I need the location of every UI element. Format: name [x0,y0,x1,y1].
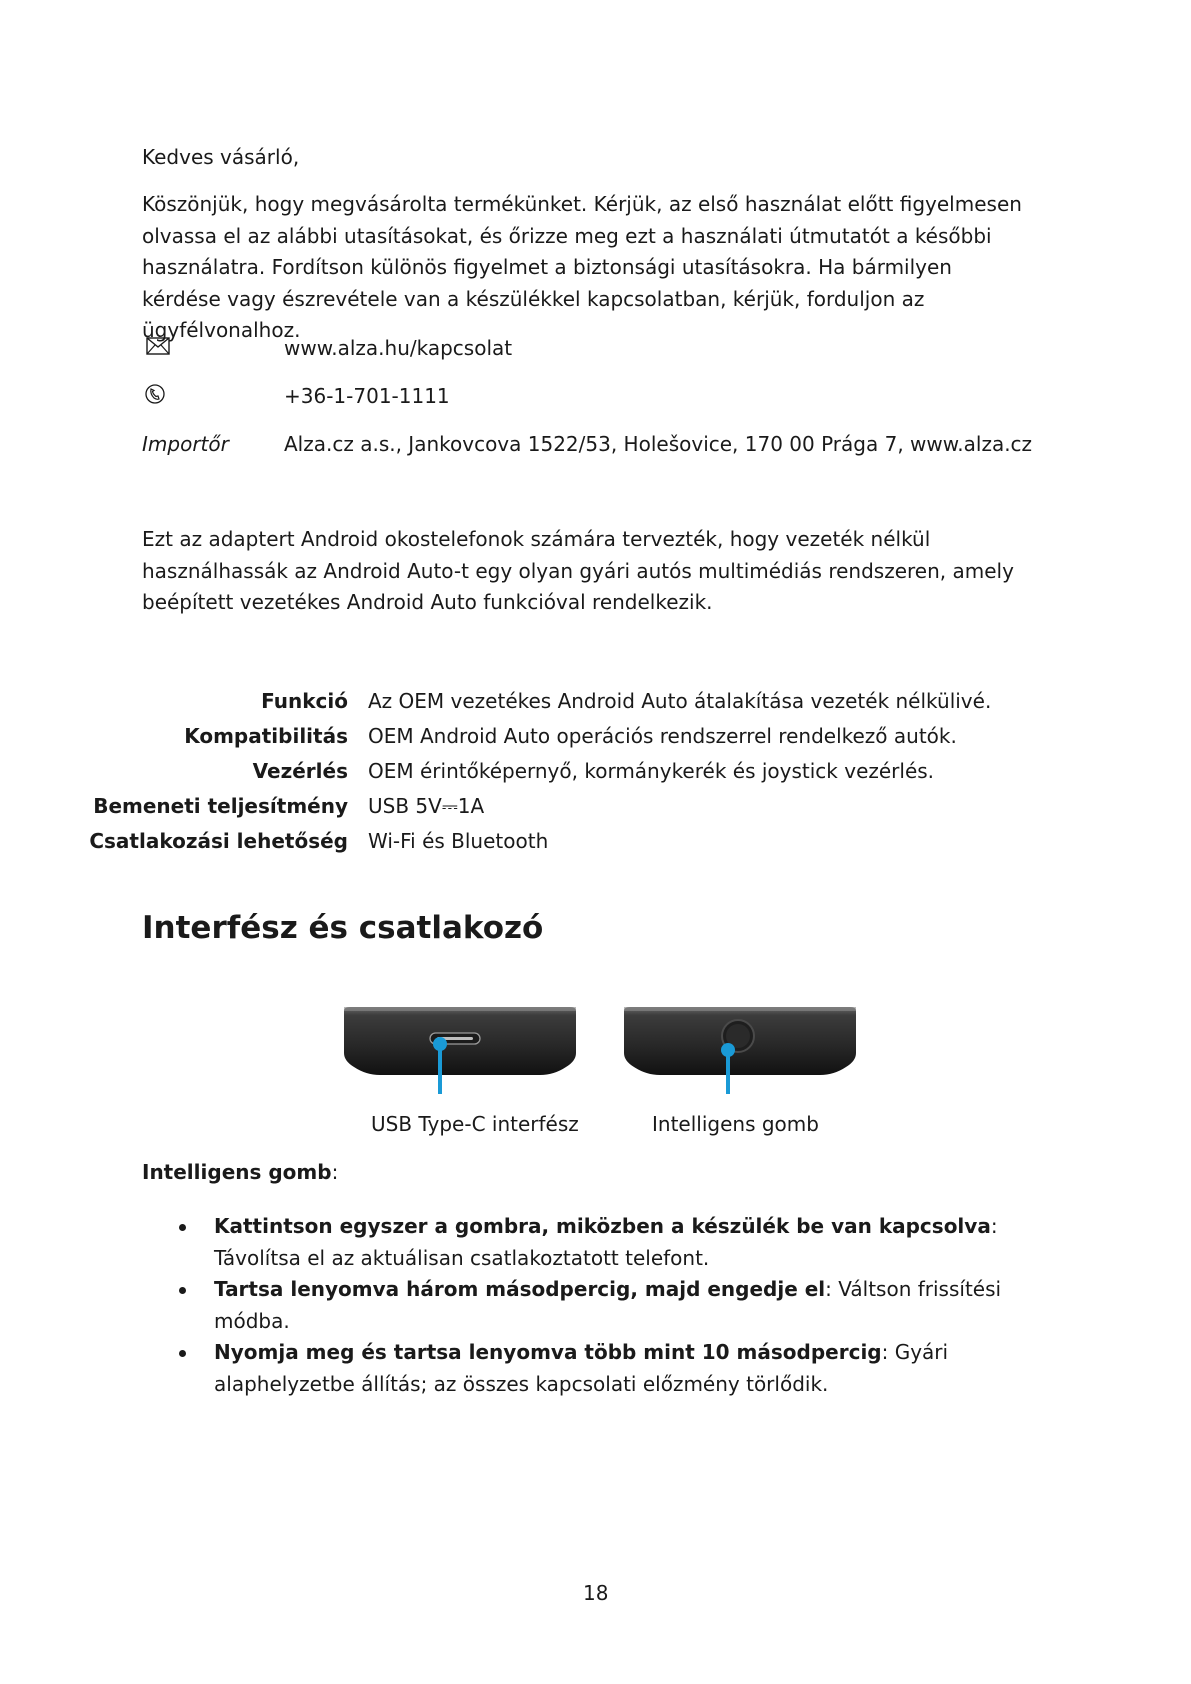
contact-email[interactable]: www.alza.hu/kapcsolat [284,336,513,360]
list-item-bold: Kattintson egyszer a gombra, miközben a készülék be van kapcsolva [214,1214,991,1238]
page-number: 18 [583,1581,609,1605]
section-title: Interfész és csatlakozó [142,910,544,946]
smart-button-heading [142,1157,338,1188]
envelope-icon [146,337,170,359]
spec-label: Csatlakozási lehetőség [89,829,348,853]
list-item [142,1274,1042,1337]
spec-row [0,789,1191,824]
greeting: Kedves vásárló, [142,145,300,169]
smart-button-device-illustration [620,1005,860,1099]
spec-label: Funkció [261,689,348,713]
smart-button-heading-colon: : [331,1160,339,1184]
bullet-icon [179,1350,186,1357]
spec-label: Bemeneti teljesítmény [93,794,348,818]
bullet-icon [179,1224,186,1231]
list-item [142,1337,1042,1400]
smart-button-heading-text: Intelligens gomb [142,1160,332,1184]
list-item-bold: Nyomja meg és tartsa lenyomva több mint 10 másodpercig [214,1340,882,1364]
list-item-bold: Tartsa lenyomva három másodpercig, majd engedje el [214,1277,826,1301]
usb-c-device-illustration [340,1005,580,1099]
importer-label: Importőr [142,432,229,456]
spec-value: Az OEM vezetékes Android Auto átalakítása vezeték nélkülivé. [368,689,992,713]
spec-value: USB 5V⎓1A [368,794,485,818]
spec-row [0,684,1191,719]
spec-value: OEM érintőképernyő, kormánykerék és joystick vezérlés. [368,759,935,783]
spec-value: OEM Android Auto operációs rendszerrel rendelkező autók. [368,724,957,748]
usb-c-caption: USB Type-C interfész [371,1112,579,1136]
description-paragraph: Ezt az adaptert Android okostelefonok számára tervezték, hogy vezeték nélkül használhassák az Android Auto-t egy olyan gyári autós multimédiás rendszeren, amely beépített vezetékes Android Auto funkcióval rendelkezik. [142,527,1014,614]
list-item-text: : Váltson frissítési módba. [214,1277,1002,1333]
phone-icon [144,383,166,409]
spec-value: Wi-Fi és Bluetooth [368,829,549,853]
spec-label: Vezérlés [252,759,348,783]
list-item-text: : Gyári alaphelyzetbe állítás; az összes kapcsolati előzmény törlődik. [214,1340,949,1396]
intro-paragraph: Köszönjük, hogy megvásárolta termékünket. Kérjük, az első használat előtt figyelmesen olvassa el az alábbi utasításokat, és őrizze meg ezt a használati útmutatót a későbbi használatra. Fordítson különös figyelmet a biztonsági utasításokra. Ha bármilyen kérdése vagy észrevétele van a készülékkel kapcsolatban, kérjük, forduljon az ügyfélvonalhoz. [142,192,1022,342]
spec-label: Kompatibilitás [184,724,348,748]
smart-button-caption: Intelligens gomb [652,1112,819,1136]
list-item [142,1211,1042,1274]
contact-phone[interactable]: +36-1-701-1111 [284,384,450,408]
smart-button-list [142,1211,1042,1400]
bullet-icon [179,1287,186,1294]
spec-row [0,824,1191,859]
importer-address: Alza.cz a.s., Jankovcova 1522/53, Holešovice, 170 00 Prága 7, www.alza.cz [284,432,1033,456]
list-item-text: : Távolítsa el az aktuálisan csatlakoztatott telefont. [214,1214,998,1270]
spec-row [0,719,1191,754]
spec-row [0,754,1191,789]
